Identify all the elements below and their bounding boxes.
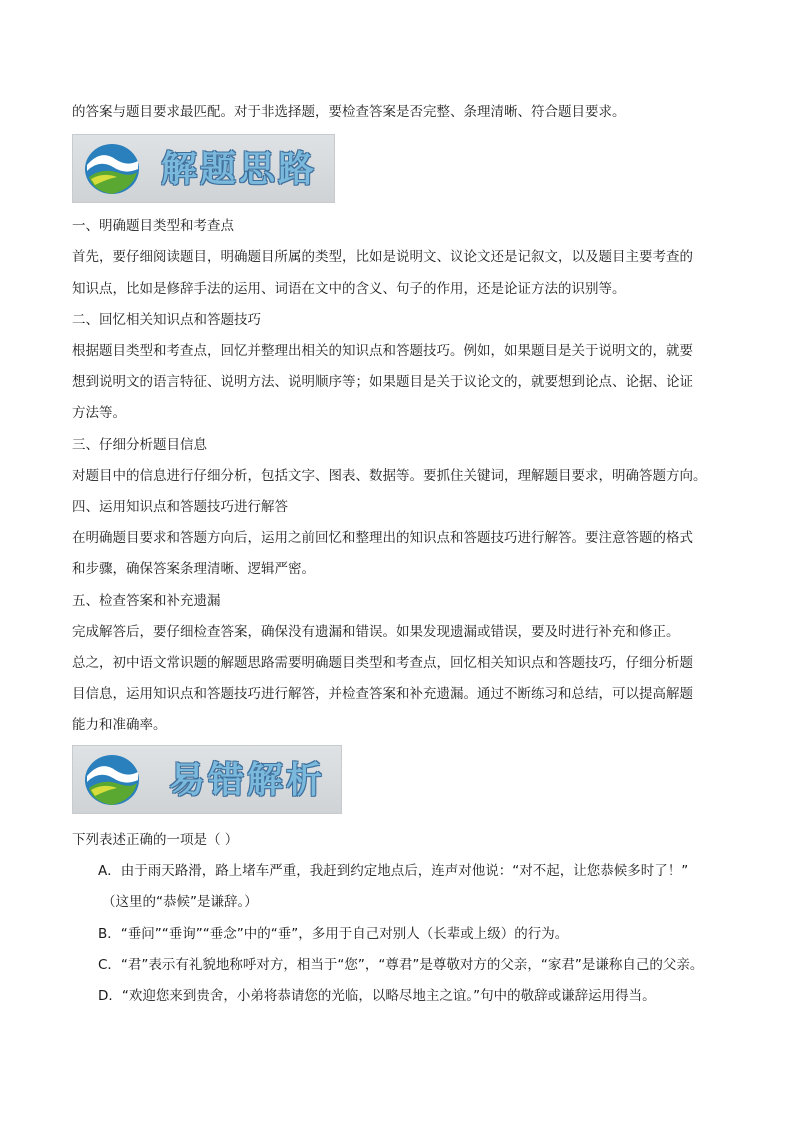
step-text: 想到说明文的语言特征、说明方法、说明顺序等；如果题目是关于议论文的，就要想到论点、论据、论证 bbox=[72, 374, 693, 390]
option-c: C．“君”表示有礼貌地称呼对方，相当于“您”，“尊君”是尊敬对方的父亲，“家君”是谦称自己的父亲。 bbox=[98, 957, 704, 973]
step-text: 完成解答后，要仔细检查答案，确保没有遗漏和错误。如果发现遗漏或错误，要及时进行补充和修正。 bbox=[72, 624, 680, 640]
banner-title: 解题思路 bbox=[161, 148, 318, 190]
step-heading: 四、运用知识点和答题技巧进行解答 bbox=[72, 499, 288, 515]
step-heading: 三、仔细分析题目信息 bbox=[72, 437, 207, 453]
step-text: 首先，要仔细阅读题目，明确题目所属的类型，比如是说明文、议论文还是记叙文，以及题目主要考查的 bbox=[72, 249, 693, 265]
step-text: 和步骤，确保答案条理清晰、逻辑严密。 bbox=[72, 561, 315, 577]
step-heading: 二、回忆相关知识点和答题技巧 bbox=[72, 312, 261, 328]
summary-text: 总之，初中语文常识题的解题思路需要明确题目类型和考查点，回忆相关知识点和答题技巧，仔细分析题 bbox=[72, 655, 693, 671]
landscape-logo-icon bbox=[81, 139, 143, 197]
step-text: 在明确题目要求和答题方向后，运用之前回忆和整理出的知识点和答题技巧进行解答。要注意答题的格式 bbox=[72, 530, 693, 546]
landscape-logo-icon bbox=[81, 750, 143, 808]
section-banner-error-analysis bbox=[72, 745, 342, 814]
banner-title: 易错解析 bbox=[169, 759, 326, 801]
step-text: 知识点，比如是修辞手法的运用、词语在文中的含义、句子的作用，还是论证方法的识别等。 bbox=[72, 281, 626, 297]
step-text: 对题目中的信息进行仔细分析，包括文字、图表、数据等。要抓住关键词，理解题目要求，明确答题方向。 bbox=[72, 468, 707, 484]
intro-text: 的答案与题目要求最匹配。对于非选择题，要检查答案是否完整、条理清晰、符合题目要求。 bbox=[72, 104, 626, 120]
step-text: 根据题目类型和考查点，回忆并整理出相关的知识点和答题技巧。例如，如果题目是关于说明文的，就要 bbox=[72, 343, 693, 359]
step-text: 方法等。 bbox=[72, 405, 126, 421]
step-heading: 五、检查答案和补充遗漏 bbox=[72, 593, 221, 609]
option-d: D．“欢迎您来到贵舍，小弟将恭请您的光临，以略尽地主之谊。”句中的敬辞或谦辞运用得当。 bbox=[98, 988, 656, 1004]
option-a: A．由于雨天路滑，路上堵车严重，我赶到约定地点后，连声对他说：“对不起，让您恭候多时了！” bbox=[98, 863, 689, 879]
step-heading: 一、明确题目类型和考查点 bbox=[72, 218, 234, 234]
section-banner-solution-approach bbox=[72, 134, 335, 203]
question-stem: 下列表述正确的一项是（ ） bbox=[72, 832, 239, 848]
option-a-note: （这里的“恭候”是谦辞。） bbox=[102, 894, 258, 910]
option-b: B．“垂问”“垂询”“垂念”中的“垂”，多用于自己对别人（长辈或上级）的行为。 bbox=[98, 926, 569, 942]
summary-text: 能力和准确率。 bbox=[72, 717, 167, 733]
summary-text: 目信息，运用知识点和答题技巧进行解答，并检查答案和补充遗漏。通过不断练习和总结，可以提高解题 bbox=[72, 686, 693, 702]
